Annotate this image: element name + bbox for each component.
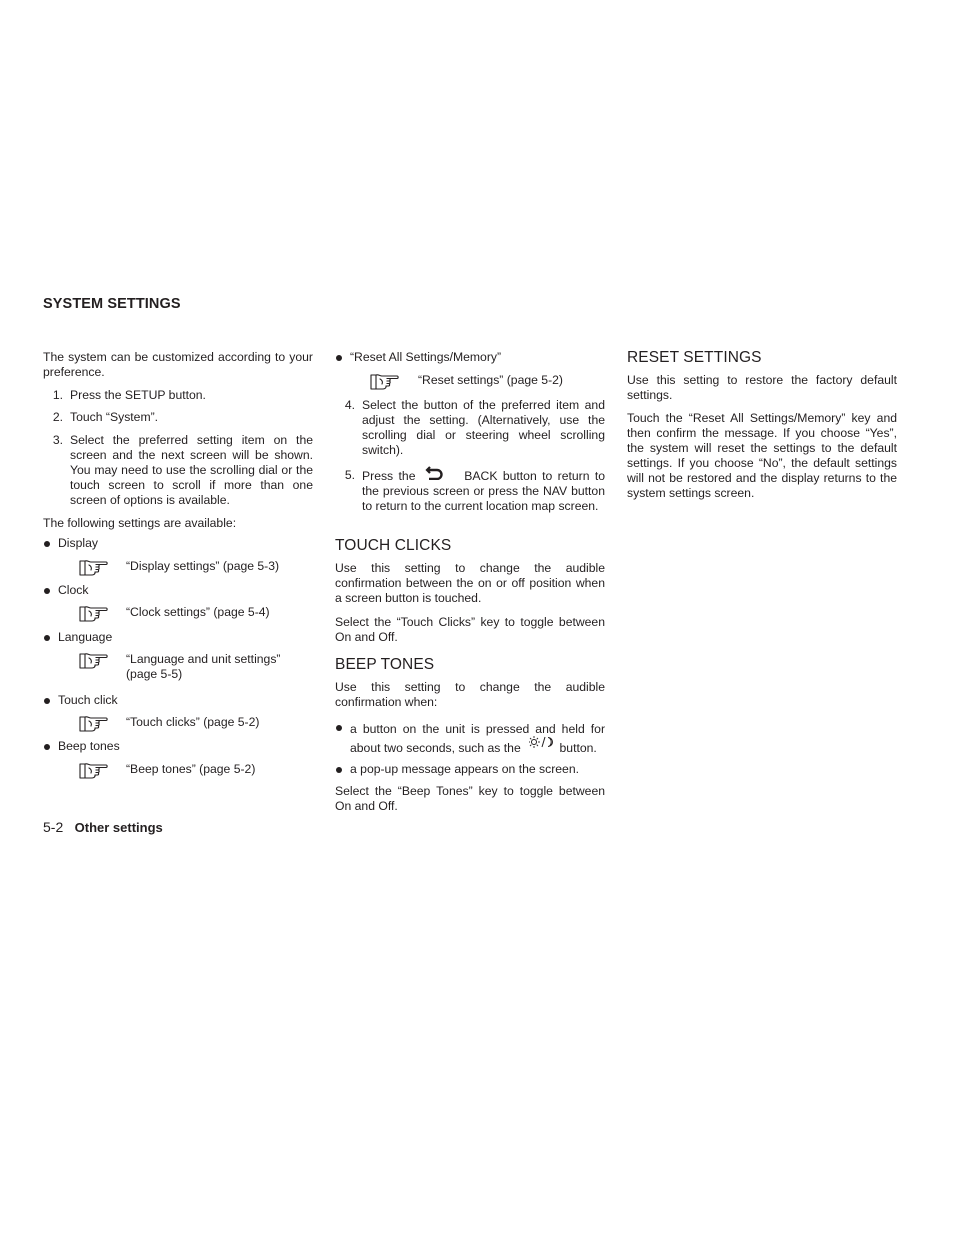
pointing-hand-icon bbox=[79, 714, 109, 734]
bullet-clock bbox=[43, 583, 313, 599]
bullet-touch-click bbox=[43, 693, 313, 709]
bullet-language bbox=[43, 630, 313, 646]
bullet-dot bbox=[336, 355, 342, 361]
back-arrow-icon bbox=[421, 468, 459, 482]
step-text-pre: Press the bbox=[362, 469, 416, 483]
bullet-dot bbox=[44, 635, 50, 641]
step-text-post: BACK button to return to the previous screen or press the NAV button to return to the current location map screen. bbox=[362, 469, 606, 513]
ref-clock-settings[interactable]: “Clock settings” (page 5-4) bbox=[126, 605, 270, 619]
bullet-dot bbox=[336, 767, 342, 773]
bullet-text: a pop-up message appears on the screen. bbox=[350, 762, 580, 776]
page-number: 5-2 bbox=[43, 819, 64, 835]
bullet-text-post: button. bbox=[559, 741, 597, 755]
pointing-hand-icon bbox=[79, 558, 109, 578]
step-number: 3. bbox=[52, 433, 63, 447]
bullet-dot bbox=[44, 541, 50, 547]
bullet-label: Beep tones bbox=[58, 739, 120, 753]
bullet-label: Touch click bbox=[58, 693, 118, 707]
column-1 bbox=[43, 350, 313, 531]
touch-clicks-section bbox=[335, 538, 605, 645]
beep-bullet-1 bbox=[335, 720, 605, 758]
reset-settings-heading: RESET SETTINGS bbox=[627, 349, 762, 366]
day-night-icon bbox=[524, 739, 556, 753]
bullet-text-pre: a button on the unit is pressed and held for about two seconds, such as the bbox=[350, 722, 605, 755]
bullet-label: Display bbox=[58, 536, 98, 550]
ref-beep-tones[interactable]: “Beep tones” (page 5-2) bbox=[126, 762, 256, 776]
beep-bullet-2 bbox=[335, 762, 605, 777]
beep-tones-heading: BEEP TONES bbox=[335, 656, 435, 673]
reset-settings-p1: Use this setting to restore the factory default settings. bbox=[627, 373, 897, 402]
step-number: 2. bbox=[52, 410, 63, 424]
step-number: 1. bbox=[52, 388, 63, 402]
pointing-hand-icon bbox=[79, 761, 109, 781]
reset-settings-section bbox=[627, 350, 897, 501]
bullet-reset-all bbox=[335, 350, 605, 366]
pointing-hand-icon bbox=[79, 604, 109, 624]
step-number: 4. bbox=[344, 398, 355, 412]
beep-tones-p1: Use this setting to change the audible confirmation when: bbox=[335, 680, 605, 709]
ref-display-settings[interactable]: “Display settings” (page 5-3) bbox=[126, 559, 280, 573]
bullet-display bbox=[43, 536, 313, 552]
footer-title: Other settings bbox=[74, 820, 163, 835]
ref-touch-clicks[interactable]: “Touch clicks” (page 5-2) bbox=[126, 715, 260, 729]
step-4 bbox=[335, 398, 605, 458]
step-number: 5. bbox=[344, 468, 355, 482]
bullet-text bbox=[350, 720, 605, 758]
step-5 bbox=[335, 468, 605, 514]
bullet-dot bbox=[336, 725, 342, 731]
touch-clicks-p2: Select the “Touch Clicks” key to toggle between On and Off. bbox=[335, 615, 605, 644]
beep-tones-p2: Select the “Beep Tones” key to toggle between On and Off. bbox=[335, 784, 605, 813]
reset-settings-p2: Touch the “Reset All Settings/Memory” key and then confirm the message. If you choose “Yes”, the system will reset the settings to the default settings. If you choose “No”, the default settings will not be restored and the display returns to the system settings screen. bbox=[627, 411, 897, 500]
bullet-label: Clock bbox=[58, 583, 89, 597]
step-2 bbox=[43, 410, 313, 425]
touch-clicks-p1: Use this setting to change the audible confirmation between the on or off position when a screen button is touched. bbox=[335, 561, 605, 605]
bullet-dot bbox=[44, 588, 50, 594]
section-title: SYSTEM SETTINGS bbox=[43, 296, 181, 312]
bullet-label: “Reset All Settings/Memory” bbox=[350, 350, 502, 364]
step-text: Press the SETUP button. bbox=[70, 388, 206, 402]
step-1 bbox=[43, 388, 313, 403]
pointing-hand-icon bbox=[370, 372, 400, 392]
step-text: Touch “System”. bbox=[70, 410, 159, 424]
ref-reset-settings[interactable]: “Reset settings” (page 5-2) bbox=[418, 373, 563, 387]
bullet-label: Language bbox=[58, 630, 113, 644]
touch-clicks-heading: TOUCH CLICKS bbox=[335, 537, 452, 554]
pointing-hand-icon bbox=[79, 651, 109, 671]
step-text: Select the preferred setting item on the screen and the next screen will be shown. You may need to use the scrolling dial or the touch screen to scroll if more than one screen of options is available. bbox=[70, 433, 313, 507]
step-text: Select the button of the preferred item and adjust the setting. (Alternatively, use the scrolling dial or steering wheel scrolling switch). bbox=[362, 398, 605, 457]
step-3 bbox=[43, 433, 313, 508]
bullet-dot bbox=[44, 744, 50, 750]
available-label: The following settings are available: bbox=[43, 516, 237, 530]
footer bbox=[43, 820, 163, 836]
ref-language-settings[interactable]: “Language and unit settings” (page 5-5) bbox=[126, 652, 281, 681]
intro-text: The system can be customized according to your preference. bbox=[43, 350, 313, 379]
bullet-beep-tones bbox=[43, 739, 313, 755]
bullet-dot bbox=[44, 698, 50, 704]
step-text bbox=[362, 468, 605, 514]
beep-tones-section bbox=[335, 657, 605, 710]
